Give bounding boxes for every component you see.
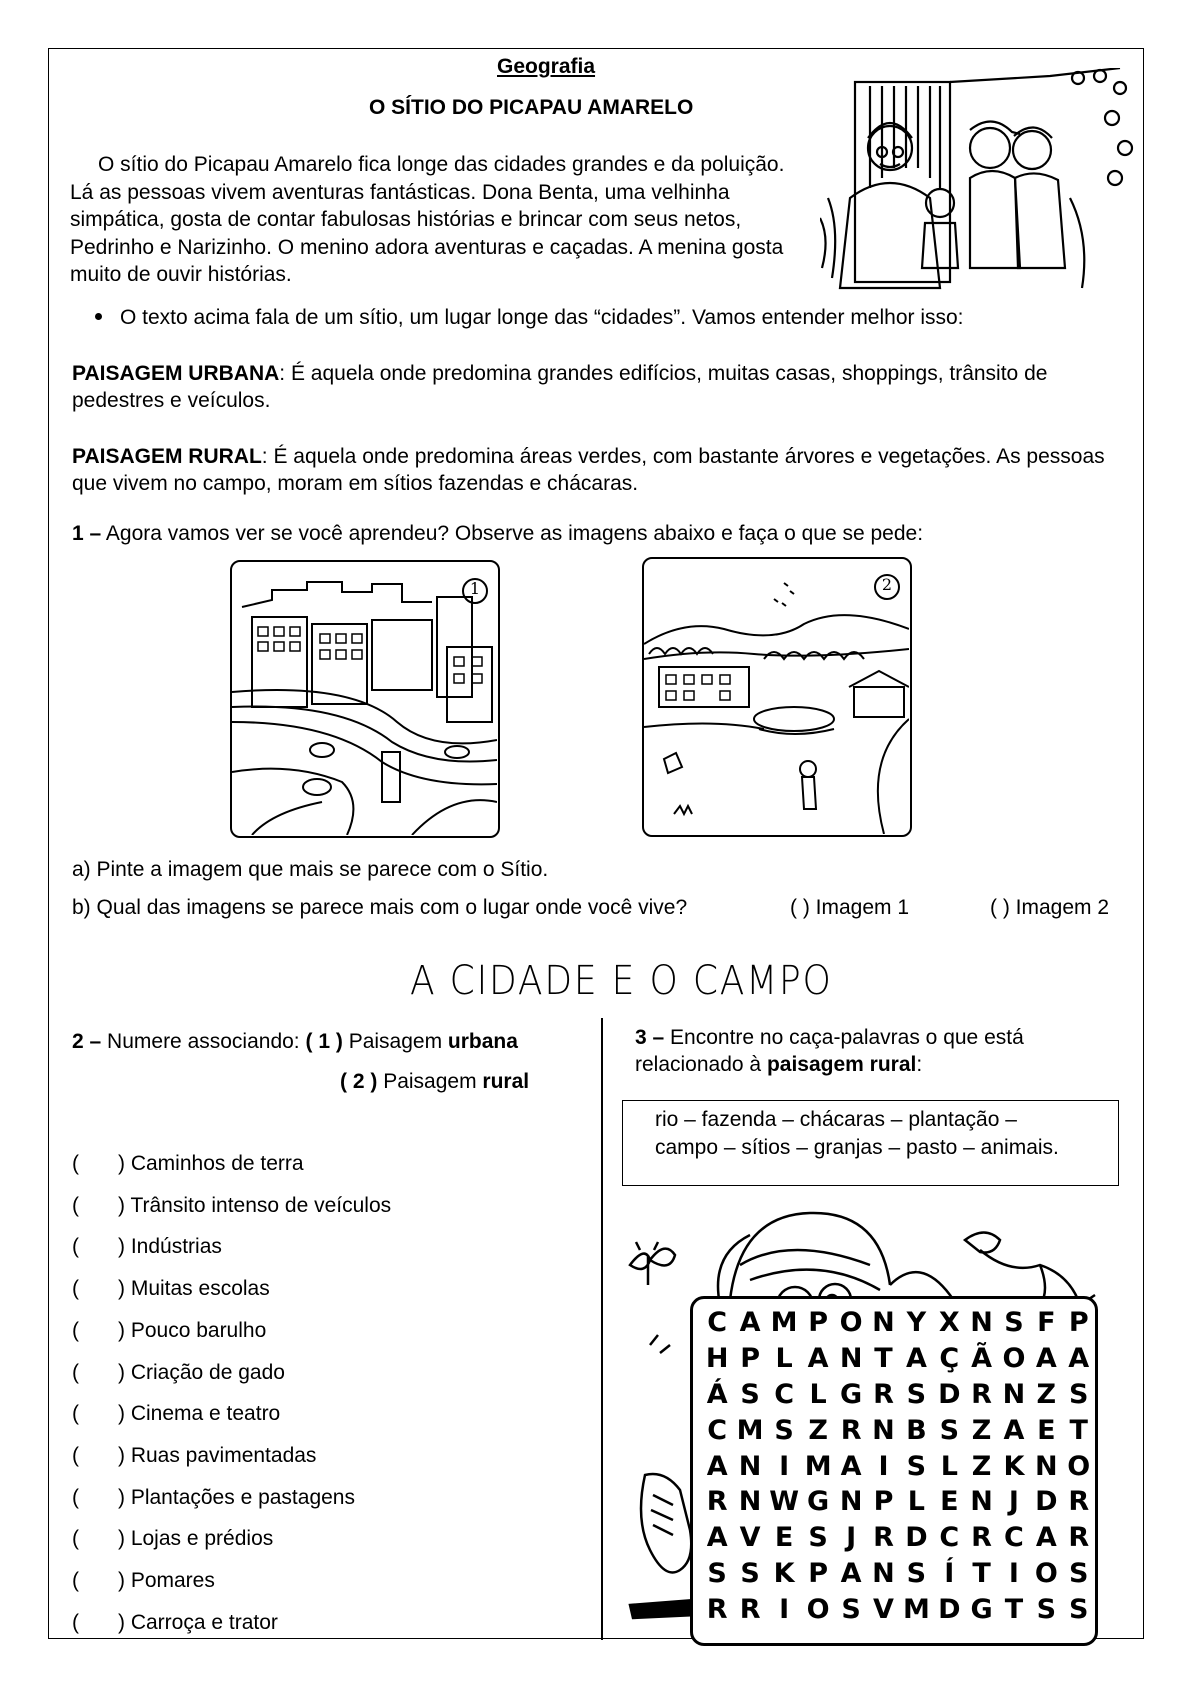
option-image-1[interactable]: ( ) Imagem 1 [790,896,910,919]
word-search-letter[interactable]: R [706,1593,728,1625]
association-item[interactable] [72,1486,355,1510]
word-search-letter[interactable]: Á [706,1378,728,1410]
answer-blank[interactable]: ( [72,1443,79,1467]
word-search-letter[interactable]: A [1068,1343,1090,1375]
urban-definition [72,360,1132,414]
word-search-letter[interactable]: M [902,1593,930,1625]
handwritten-title: A CIDADE E O CAMPO [410,958,833,1004]
word-search-letter[interactable]: S [939,1414,960,1446]
word-search-letter[interactable]: L [940,1450,958,1482]
association-item[interactable] [72,1235,222,1259]
key-2-text: Paisagem [383,1070,477,1093]
image-2-label: 2 [881,575,893,594]
association-item[interactable] [72,1319,266,1343]
word-search-letter[interactable]: B [906,1414,927,1446]
word-search-row [701,1341,1095,1377]
word-search-letter[interactable]: S [1069,1378,1089,1410]
word-list-line-2: campo – sítios – granjas – pasto – animais. [655,1136,1059,1159]
word-search-letter[interactable]: M [770,1307,798,1339]
word-search-letter[interactable]: I [878,1450,889,1482]
word-search-letter[interactable]: G [807,1486,830,1518]
word-search-letter[interactable]: S [740,1557,760,1589]
option-image-2[interactable]: ( ) Imagem 2 [990,896,1110,919]
word-search-row [701,1591,1095,1627]
association-item-label: ) Criação de gado [118,1360,285,1384]
word-search-letter[interactable]: N [738,1450,762,1482]
image-1-urban[interactable] [230,560,500,838]
key-1-word: urbana [447,1030,518,1053]
association-item-label: ) Muitas escolas [118,1277,270,1301]
association-item[interactable] [72,1402,280,1426]
word-search-row [701,1412,1095,1448]
word-search-letter[interactable]: A [905,1343,927,1375]
intro-bullet [95,306,964,330]
word-search-letter[interactable]: D [1035,1486,1058,1518]
question-2-prompt [72,1030,518,1054]
word-search-table [701,1305,1095,1627]
word-search-letter[interactable]: R [1068,1522,1090,1554]
word-search-letter[interactable]: N [1035,1450,1058,1482]
word-search-letter[interactable]: Í [944,1557,955,1589]
association-item-label: ) Lojas e prédios [118,1527,274,1551]
word-search-letter[interactable]: S [906,1450,927,1482]
word-search-letter[interactable]: P [808,1307,829,1339]
word-search-letter[interactable]: G [970,1593,993,1625]
association-item[interactable] [72,1611,278,1635]
word-search-letter[interactable]: R [873,1378,894,1410]
word-search-letter[interactable]: S [1069,1593,1089,1625]
association-item-label: ) Ruas pavimentadas [118,1443,317,1467]
word-search-letter[interactable]: A [739,1307,761,1339]
word-search-letter[interactable]: E [774,1522,794,1554]
word-search-letter[interactable]: S [1004,1307,1024,1339]
word-search-letter[interactable]: R [840,1414,862,1446]
word-search-letter[interactable]: G [840,1378,863,1410]
word-search-letter[interactable]: J [846,1522,857,1554]
image-2-rural[interactable] [642,557,912,837]
word-search-letter[interactable]: R [971,1522,992,1554]
word-search-letter[interactable]: N [872,1307,895,1339]
word-search-letter[interactable]: O [806,1593,830,1625]
key-2-number: ( 2 ) [340,1070,378,1093]
word-search-letter[interactable]: I [779,1450,790,1482]
word-search-row [701,1556,1095,1592]
word-search-letter[interactable]: N [872,1414,895,1446]
answer-blank[interactable]: ( [72,1485,79,1509]
association-item[interactable] [72,1361,285,1385]
word-search-letter[interactable]: K [773,1557,795,1589]
word-search-letter[interactable]: Y [906,1307,927,1339]
key-2-word: rural [482,1070,530,1093]
word-search-letter[interactable]: M [804,1450,832,1482]
word-search-letter[interactable]: T [972,1557,991,1589]
association-item-label: ) Pomares [118,1569,215,1592]
shoe-illustration [625,1470,700,1630]
word-search-letter[interactable]: S [841,1593,861,1625]
question-2-key-2 [340,1070,529,1094]
word-search-letter[interactable]: R [1068,1486,1090,1518]
answer-blank[interactable]: ( [72,1360,79,1384]
urban-term: PAISAGEM URBANA [72,362,280,385]
question-3-number: 3 – [635,1026,665,1049]
association-item-label: ) Pouco barulho [118,1318,267,1342]
word-search-letter[interactable]: W [769,1486,799,1518]
word-search-letter[interactable]: P [740,1343,760,1375]
answer-blank[interactable]: ( [72,1193,79,1217]
word-search-letter[interactable]: N [970,1307,993,1339]
association-item-label: ) Caminhos de terra [118,1152,304,1175]
rural-text: : É aquela onde predomina áreas verdes, com bastante árvores e vegetações. As pessoas que vivem no campo, moram em sítios fazendas e chácaras. [72,445,1105,495]
word-search-grid[interactable] [690,1296,1098,1646]
word-search-letter[interactable]: S [906,1378,927,1410]
word-search-letter[interactable]: O [1002,1343,1026,1375]
word-search-letter[interactable]: S [774,1414,794,1446]
word-search-letter[interactable]: Z [971,1450,992,1482]
word-search-letter[interactable]: I [779,1593,790,1625]
association-item[interactable] [72,1527,273,1551]
answer-blank[interactable]: ( [72,1235,79,1259]
word-search-letter[interactable]: R [706,1486,728,1518]
word-search-letter[interactable]: A [1035,1522,1057,1554]
association-item[interactable] [72,1444,316,1468]
association-item[interactable] [72,1194,391,1218]
association-item-label: ) Indústrias [118,1235,222,1259]
word-search-letter[interactable]: C [707,1414,728,1446]
word-search-letter[interactable]: Ã [971,1343,993,1375]
key-1-number: ( 1 ) [305,1030,343,1053]
word-search-letter[interactable]: Z [1036,1378,1057,1410]
word-search-letter[interactable]: L [907,1486,925,1518]
image-1-label: 1 [469,579,481,598]
word-search-letter[interactable]: D [938,1593,961,1625]
word-search-letter[interactable]: S [906,1557,927,1589]
word-search-letter[interactable]: A [706,1522,728,1554]
word-search-letter[interactable]: S [707,1557,727,1589]
characters-illustration [820,68,1140,290]
bullet-text: O texto acima fala de um sítio, um lugar longe das “cidades”. Vamos entender melhor isso: [120,306,964,329]
answer-blank[interactable]: ( [72,1569,79,1592]
question-1b: b) Qual das imagens se parece mais com o lugar onde você vive? [72,896,688,919]
word-search-letter[interactable]: A [1035,1343,1057,1375]
subject-heading: Geografia [497,55,596,78]
word-search-letter[interactable]: D [905,1522,928,1554]
question-3-text: Encontre no caça-palavras o que está relacionado à [635,1026,1024,1076]
word-search-letter[interactable]: C [939,1522,960,1554]
word-search-row [701,1520,1095,1556]
answer-blank[interactable]: ( [72,1402,79,1426]
word-search-letter[interactable]: Z [971,1414,992,1446]
word-search-letter[interactable]: E [1037,1414,1056,1446]
question-1-text: Agora vamos ver se você aprendeu? Observe as imagens abaixo e faça o que se pede: [105,522,924,545]
answer-blank[interactable]: ( [72,1527,79,1551]
association-item[interactable] [72,1277,270,1301]
question-3-colon: : [916,1053,923,1076]
bullet-dot [95,313,102,320]
word-search-letter[interactable]: S [808,1522,828,1554]
word-search-letter[interactable]: E [940,1486,959,1518]
word-search-letter[interactable]: V [873,1593,894,1625]
word-search-letter[interactable]: Ç [939,1343,960,1375]
word-search-letter[interactable]: R [971,1378,992,1410]
word-search-row [701,1377,1095,1413]
association-item-label: ) Cinema e teatro [118,1402,281,1426]
urban-text: : É aquela onde predomina grandes edifícios, muitas casas, shoppings, trânsito de pedestres e veículos. [72,362,1048,412]
word-search-letter[interactable]: K [1003,1450,1025,1482]
word-search-letter[interactable]: A [706,1450,728,1482]
question-3-bold: paisagem rural [766,1053,917,1076]
question-3-prompt [635,1024,1125,1078]
word-search-letter[interactable]: C [1004,1522,1024,1554]
word-search-letter[interactable]: C [707,1307,728,1339]
word-search-letter[interactable]: J [1008,1486,1019,1518]
association-item-label: ) Plantações e pastagens [118,1485,355,1509]
word-search-row [701,1305,1095,1341]
word-search-letter[interactable]: O [1067,1450,1091,1482]
association-item-label: ) Trânsito intenso de veículos [118,1193,392,1217]
word-search-letter[interactable]: H [705,1343,729,1375]
word-search-letter[interactable]: S [740,1378,760,1410]
word-search-letter[interactable]: A [1003,1414,1025,1446]
word-search-letter[interactable]: P [1068,1307,1089,1339]
word-search-letter[interactable]: R [739,1593,761,1625]
word-search-letter[interactable]: L [775,1343,793,1375]
word-list-box [622,1100,1119,1186]
question-1-prompt [72,522,923,546]
word-search-row [701,1448,1095,1484]
question-1-number: 1 – [72,522,102,545]
word-search-letter[interactable]: N [738,1486,762,1518]
word-search-letter[interactable]: V [739,1522,761,1554]
rural-term: PAISAGEM RURAL [72,445,262,468]
story-paragraph: O sítio do Picapau Amarelo fica longe das cidades grandes e da poluição. Lá as pessoas vivem aventuras fantásticas. Dona Benta, uma velhinha simpática, gosta de contar fabulosas histórias e brincar com seus netos, Pedrinho e Narizinho. O menino adora aventuras e caçadas. A menina gosta muito de ouvir histórias. [70,153,785,286]
answer-blank[interactable]: ( [72,1610,79,1634]
page-title: O SÍTIO DO PICAPAU AMARELO [369,96,694,119]
question-2-number: 2 – [72,1030,102,1053]
word-search-letter[interactable]: F [1037,1307,1056,1339]
answer-blank[interactable]: ( [72,1152,79,1175]
rural-definition [72,443,1132,497]
word-search-letter[interactable]: T [1069,1414,1088,1446]
word-search-letter[interactable]: N [872,1557,895,1589]
association-item[interactable] [72,1152,304,1176]
word-search-letter[interactable]: A [807,1343,829,1375]
word-search-letter[interactable]: O [1034,1557,1058,1589]
word-search-letter[interactable]: T [1004,1593,1024,1625]
question-2-text: Numere associando: [107,1030,300,1053]
question-1a: a) Pinte a imagem que mais se parece com o Sítio. [72,858,549,881]
word-search-letter[interactable]: M [736,1414,764,1446]
word-search-letter[interactable]: O [839,1307,863,1339]
word-search-letter[interactable]: N [970,1486,993,1518]
word-search-row [701,1484,1095,1520]
answer-blank[interactable]: ( [72,1318,79,1342]
key-1-text: Paisagem [348,1030,443,1053]
word-search-letter[interactable]: X [938,1307,960,1339]
word-search-letter[interactable]: P [873,1486,894,1518]
word-search-letter[interactable]: S [1036,1593,1057,1625]
word-search-letter[interactable]: T [874,1343,893,1375]
word-search-letter[interactable]: A [840,1557,862,1589]
word-search-letter[interactable]: N [1002,1378,1026,1410]
word-search-letter[interactable]: D [938,1378,961,1410]
answer-blank[interactable]: ( [72,1277,79,1301]
word-search-letter[interactable]: N [839,1486,863,1518]
word-search-letter[interactable]: A [840,1450,862,1482]
word-search-letter[interactable]: R [873,1522,894,1554]
word-search-letter[interactable]: P [808,1557,829,1589]
word-search-letter[interactable]: I [1008,1557,1019,1589]
word-search-letter[interactable]: S [1069,1557,1089,1589]
word-list-line-1: rio – fazenda – chácaras – plantação – [655,1108,1017,1131]
association-item-label: ) Carroça e trator [118,1610,278,1634]
word-search-letter[interactable]: C [774,1378,795,1410]
association-item[interactable] [72,1569,215,1593]
word-search-letter[interactable]: N [839,1343,863,1375]
column-divider [601,1018,603,1640]
word-search-letter[interactable]: L [809,1378,827,1410]
word-search-letter[interactable]: Z [808,1414,828,1446]
